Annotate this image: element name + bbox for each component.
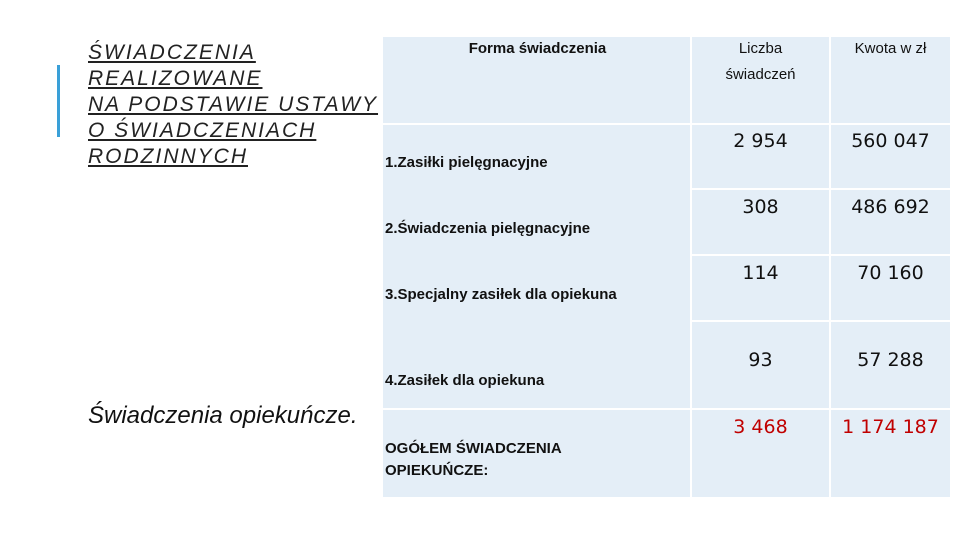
title-line: RODZINNYCH — [88, 145, 248, 168]
total-label — [385, 438, 562, 482]
slide-title — [88, 40, 383, 180]
row-count: 93 — [748, 349, 773, 371]
row-divider — [383, 123, 950, 125]
row-amount: 57 288 — [857, 349, 924, 371]
total-count: 3 468 — [733, 416, 788, 438]
row-divider — [383, 408, 950, 410]
title-line: NA PODSTAWIE USTAWY — [88, 93, 379, 116]
header-amount: Kwota w zł — [854, 40, 927, 57]
row-count: 114 — [742, 262, 779, 284]
total-amount: 1 174 187 — [842, 416, 939, 438]
row-label: 3.Specjalny zasiłek dla opiekuna — [385, 286, 617, 303]
row-divider — [692, 320, 950, 322]
row-label: 4.Zasiłek dla opiekuna — [385, 372, 545, 389]
header-count-line1: Liczba — [738, 40, 783, 57]
accent-bar — [57, 65, 60, 137]
header-count-line2: świadczeń — [725, 66, 796, 83]
row-label: 1.Zasiłki pielęgnacyjne — [385, 154, 548, 171]
row-count: 2 954 — [733, 130, 788, 152]
row-divider — [692, 254, 950, 256]
row-label: 2.Świadczenia pielęgnacyjne — [385, 220, 591, 237]
title-line: REALIZOWANE — [88, 67, 263, 90]
header-form: Forma świadczenia — [468, 40, 607, 57]
header-count — [692, 36, 829, 88]
total-label-line2: OPIEKUŃCZE: — [385, 462, 489, 479]
row-divider — [692, 188, 950, 190]
total-label-line1: OGÓŁEM ŚWIADCZENIA — [385, 440, 562, 457]
row-amount: 486 692 — [851, 196, 930, 218]
row-count: 308 — [742, 196, 779, 218]
row-amount: 70 160 — [857, 262, 924, 284]
row-amount: 560 047 — [851, 130, 930, 152]
title-line: O ŚWIADCZENIACH — [88, 119, 317, 142]
title-line: ŚWIADCZENIA — [88, 41, 256, 64]
slide-subtitle: Świadczenia opiekuńcze. — [88, 402, 358, 429]
